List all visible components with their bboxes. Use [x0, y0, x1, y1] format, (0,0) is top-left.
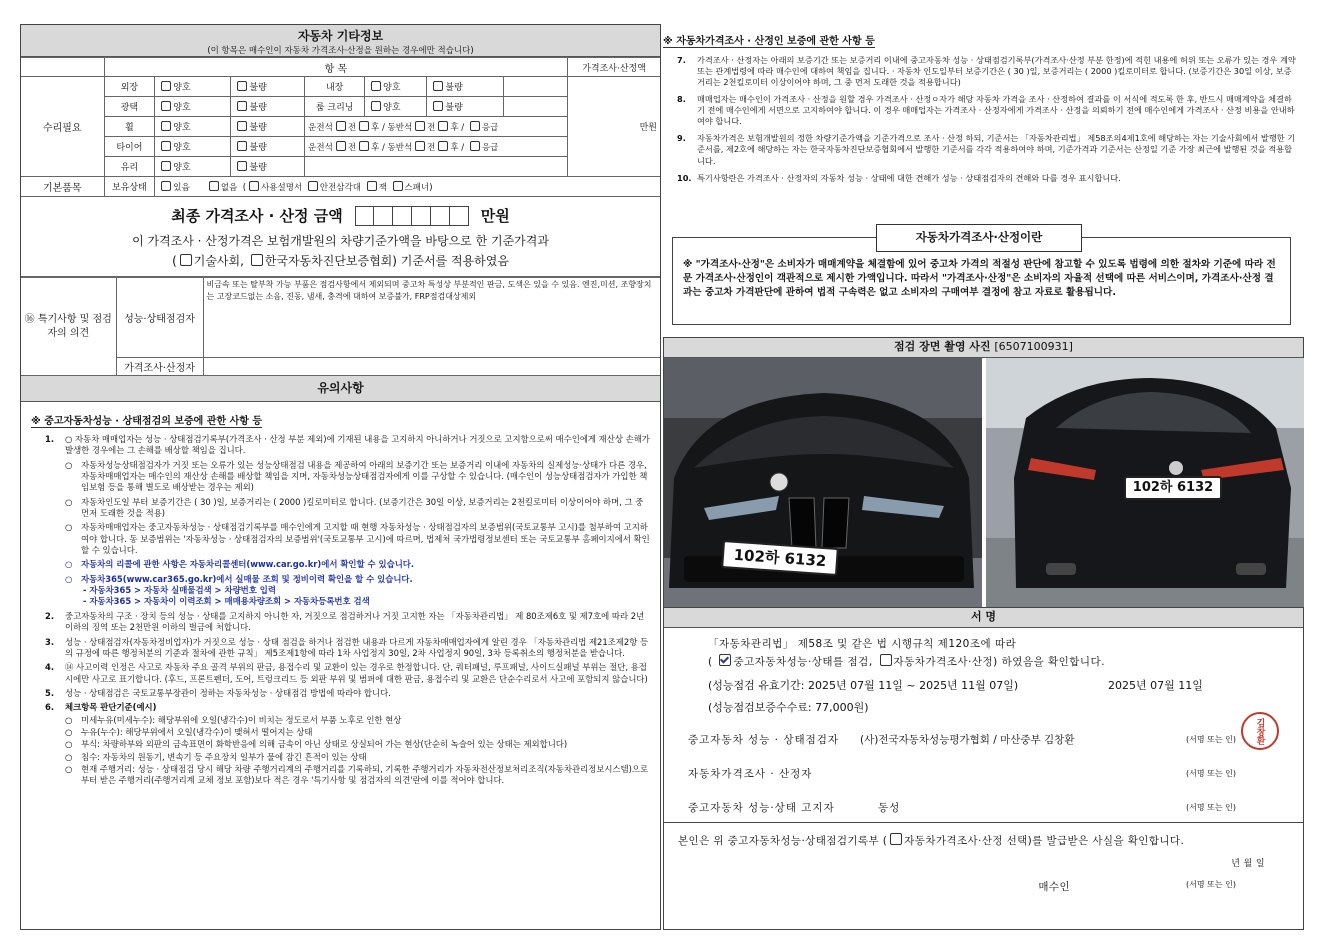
note-car365: 자동차365(www.car365.go.kr)에서 실매물 조회 및 정비이력 확인을 할 수 있습니다.: [81, 573, 413, 584]
rear-plate: 102하 6132: [1124, 476, 1222, 500]
checkbox[interactable]: [367, 181, 377, 191]
checkbox[interactable]: [393, 181, 403, 191]
checkbox[interactable]: [470, 141, 480, 151]
note-10: 특기사항란은 가격조사 · 산정자의 자동차 성능 · 상태에 대한 견해가 성능 · 상태점검자의 견해와 다를 경우 표시합니다.: [697, 172, 1121, 183]
inspector-name: (사)전국자동차성능평가협회 / 마산중부 김창환: [860, 733, 1075, 746]
col-price-header: 가격조사·산정액: [568, 58, 660, 77]
signature-note: (서명 또는 인): [1186, 734, 1236, 744]
checkbox[interactable]: [415, 141, 425, 151]
validity-period: (성능점검 유효기간: 2025년 07월 11일 ~ 2025년 11월 07일): [708, 679, 1019, 692]
inspector-opinion-text: 비금속 또는 탈부착 가능 부품은 점검사항에서 제외되며 중고차 특성상 부분적인 판금, 도색은 있을 수 있음. 엔진,미션, 조향장치는 고장코드없는 소음, 진동, 냄새, 충격에 대하여 보증불가, FRP점검대상제외: [203, 278, 660, 358]
final-price-block: [21, 197, 660, 277]
definition-title: 자동차가격조사·산정이란: [876, 224, 1082, 252]
checkbox-inspection[interactable]: [719, 654, 731, 666]
criterion-1: 미세누유(미세누수): 해당부위에 오일(냉각수)이 비치는 정도로서 부품 노후로 인한 현상: [81, 714, 402, 725]
note-6: 체크항목 판단기준(예시): [65, 702, 157, 713]
checkbox[interactable]: [371, 81, 381, 91]
criterion-5: 현재 주행거리: 성능 · 상태점검 당시 해당 차량 주행거리계의 주행거리를 기록하되, 기록한 주행거리가 자동차전산정보처리조직(자동차관리정보시스템)으로부터 받은 주행거리(주행거리계 교체 정보 포함)보다 적은 경우 '특기사항 및 점검자의 의견'란에 이를 적어야 합니다.: [81, 763, 649, 786]
note-2: 중고자동차의 구조 · 장치 등의 성능 · 상태를 고지하지 아니한 자, 거짓으로 점검하거나 거짓 고지한 자는 「자동차관리법」 제 80조제6호 및 제7호에 따라 2년 이하의 징역 또는 2천만원 이하의 벌금에 처합니다.: [65, 610, 645, 633]
signature-note: (서명 또는 인): [1186, 880, 1236, 889]
sign-date: 2025년 07월 11일: [1108, 679, 1203, 692]
possession-status: 보유상태: [104, 177, 155, 197]
warranty-title: ※ 중고자동차성능 · 상태점검의 보증에 관한 사항 등: [31, 416, 263, 427]
note-recall: 자동차의 리콜에 관한 사항은 자동차리콜센터(www.car.go.kr)에서 확인할 수 있습니다.: [81, 559, 415, 570]
official-seal: 김창환: [1241, 712, 1279, 750]
signers: [664, 715, 1303, 823]
note-3: 성능 · 상태점검자(자동차정비업자)가 거짓으로 성능 · 상태 점검을 하거나 점검한 내용과 다르게 자동차매매업자에게 알린 경우 「자동차관리법 제21조제2항 등의 규정에 따른 행정처분의 기준과 절차에 관한 규칙」 제5조제1항에 따라 1차 사업정지 30일, 2차 사업정지 90일, 3차 등록취소의 행정처분을 받습니다.: [65, 636, 649, 658]
front-plate: 102하 6132: [721, 540, 839, 576]
section-subtitle: (이 항목은 매수인이 자동차 가격조사·산정을 원하는 경우에만 적습니다): [207, 46, 474, 56]
sign-body: 「자동차관리법」 제58조 및 같은 법 시행규칙 제120조에 따라 ( 중고자동차성능·상태를 점검, 자동차가격조사·산정) 하였음을 확인합니다. (성능점검 유효기간: 2025년 07월 11일 ~ 2025년 11월 07일) 2025년 07월 11일 (성능점검보증수수료: 77,000원): [664, 628, 1303, 715]
checkbox[interactable]: [237, 141, 247, 151]
row-tire: 타이어: [104, 137, 155, 157]
basis-line-1: 이 가격조사 · 산정가격은 보험개발원의 차량기준가액을 바탕으로 한 기준가격과: [132, 234, 549, 248]
notifier-label: 중고자동차 성능·상태 고지자: [688, 801, 835, 814]
checkbox[interactable]: [415, 121, 425, 131]
note-8: 매매업자는 매수인이 가격조사 · 산정을 원할 경우 가격조사 · 산정ㅇ자가 해당 자동차 가격을 조사 · 산정하여 결과를 이 서식에 적도록 한 후, 반드시 매매계약을 체결하기 전에 매수인에게 서면으로 고지하여야 합니다. 이 경우 매매업자는 가격조사 · 산정자에게 가격조사 · 산정을 의뢰하기 전에 매수인에게 가격조사 · 산정 비용을 안내하여야 합니다.: [697, 94, 1295, 127]
row-wheel: 휠: [104, 117, 155, 137]
appraiser-label: 자동차가격조사 · 산정자: [688, 767, 813, 780]
signature-note: (서명 또는 인): [1186, 802, 1236, 812]
final-price-boxes[interactable]: [355, 206, 469, 226]
note-1-4: 자동차매매업자는 중고자동차성능 · 상태점검기록부를 매수인에게 고지할 때 현행 자동차성능 · 상태점검자의 보증범위(국토교통부 고시)를 첨부하여 고지하여야 합니다. 동 보증범위는 '자동차성능 · 상태점검자의 보증범위'(국토교통부 고시)에 따르며, 법제처 국가법령정보센터 또는 국토교통부 홈페이지에서 확인할 수 있습니다.: [81, 522, 650, 556]
row-room-clean: 룸 크리닝: [305, 97, 365, 117]
checkbox[interactable]: [161, 141, 171, 151]
note-1-2: 자동차성능상태점검자가 거짓 또는 오류가 있는 성능상태점검 내용을 제공하여 아래의 보증기간 또는 보증거리 이내에 자동차의 실제성능·상태가 다른 경우, 자동차매매업자는 매수인의 재산상 손해를 배상할 책임을 지며, 자동차성능상태점검자에게 이를 구상할 수 있습니다. (매수인이 성능상태점검자가 가입한 책임보험 등을 통해 별도로 배상받는 경우는 제외): [81, 459, 648, 493]
left-column: [20, 24, 661, 930]
criterion-3: 부식: 차량하부와 외판의 금속표면이 화학반응에 의해 금속이 아닌 상태로 상실되어 가는 현상(단순히 녹슬어 있는 상태는 제외합니다): [81, 739, 568, 750]
basic-items-label: 기본품목: [21, 177, 104, 197]
receipt-block: [664, 822, 1303, 894]
checkbox[interactable]: [359, 121, 369, 131]
note-car365-b: - 자동차365 > 자동차이 이력조회 > 매매용차량조회 > 자동차등록번호 검색: [83, 596, 370, 607]
checkbox[interactable]: [359, 141, 369, 151]
basis-line-2: ( 기술사회, 한국자동차진단보증협회) 기준서를 적용하였음: [172, 254, 509, 268]
definition-text: ※ "가격조사·산정"은 소비자가 매매계약을 체결함에 있어 중고차 가격의 적절성 판단에 참고할 수 있도록 법령에 의한 절차와 기준에 따라 전문 가격조사·산정인이 객관적으로 제시한 가액입니다. 따라서 "가격조사·산정"은 소비자의 자율적 선택에 따른 서비스이며, 가격조사·산정 결과는 중고차 가격판단에 관하여 법적 구속력은 없고 소비자의 구매여부 결정에 참고 자료로 활용됩니다.: [672, 237, 1291, 325]
row-gloss: 광택: [104, 97, 155, 117]
final-price-unit: 만원: [480, 207, 510, 225]
other-info-header: [21, 25, 660, 57]
row-exterior: 외장: [104, 77, 155, 97]
checkbox-kaa[interactable]: [251, 254, 263, 266]
note-1-1: 자동차 매매업자는 성능 · 상태점검기록부(가격조사 · 산정 부분 제외)에 기재된 내용을 고지하지 아니하거나 거짓으로 고지함으로써 매수인에게 재산상 손해가 발생한 경우에는 그 손해를 배상할 책임을 집니다.: [65, 434, 650, 456]
other-info-table: 항 목 가격조사·산정액 수리필요 외장 양호 불량 내장 양호 불량 만원 광택 양호 불량 룸 크리닝 양호 불량 휠 양호 불량 운전석 전 후 / 동반석 전 후 / 응급 타이어 양호 불량 운전석 전 후 / 동반석 전 후 / 응급 유리 양호 불량 기본품목 보유상태 있음 없음 ( 사용설명서 안전삼각대 잭 스패너): [21, 57, 660, 197]
row-interior: 내장: [305, 77, 365, 97]
checkbox-receipt-appraisal[interactable]: [890, 833, 902, 845]
inspector-opinion-label: 성능·상태점검자: [116, 278, 203, 358]
checkbox[interactable]: [237, 101, 247, 111]
checkbox[interactable]: [161, 121, 171, 131]
note-4: ⑭ 사고이력 인정은 사고로 자동차 주요 골격 부위의 판금, 용접수리 및 교환이 있는 경우로 한정합니다. 단, 쿼터패널, 루프패널, 사이드실패널 부위는 절단, 용접 시에만 사고로 표기합니다. (후드, 프론트펜더, 도어, 트렁크리드 등 외판 부위 및 범퍼에 대한 판금, 용접수리 및 교환은 단순수리로서 사고에 포함되지 않습니다): [65, 662, 648, 684]
checkbox[interactable]: [336, 121, 346, 131]
checkbox[interactable]: [237, 81, 247, 91]
checkbox[interactable]: [433, 101, 443, 111]
note-5: 성능 · 상태점검은 국토교통부장관이 정하는 자동차성능 · 상태점검 방법에 따라야 합니다.: [65, 687, 391, 698]
receipt-line-b: 자동차가격조사·산정 선택)를 발급받은 사실을 확인합니다.: [904, 835, 1185, 847]
notice-body: ※ 중고자동차성능 · 상태점검의 보증에 관한 사항 등 1. ○ 자동차 매매업자는 성능 · 상태점검기록부(가격조사 · 산정 부분 제외)에 기재된 내용을 고지하지 아니하거나 거짓으로 고지함으로써 매수인에게 재산상 손해가 발생한 경우에는 그 손해를 배상할 책임을 집니다. ○ 자동차성능상태점검자가 거짓 또는 오류가 있는 성능상태점검 내용을 제공하여 아래의 보증기간 또는 보증거리 이내에 자동차의 실제성능·상태가 다른 경우, 자동차매매업자는 매수인의 재산상 손해를 배상할 책임을 지며, 자동차성능상태점검자에게 이를 구상할 수 있습니다. (매수인이 성능상태점검자가 가입한 책임보험 등을 통해 별도로 배상받는 경우는 제외) ○ 자동차인도일 부터 보증기간은 ( 30 )일, 보증거리는 ( 2000 )킬로미터로 합니다. (보증기간은 30일 이상, 보증거리는 2천킬로미터 이상이어야 하며, 그 중 먼저 도래한 것을 적용) ○ 자동차매매업자는 중고자동차성능 · 상태점검기록부를 매수인에게 고지할 때 현행 자동차성능 · 상태점검자의 보증범위(국토교통부 고시)를 첨부하여 고지하여야 합니다. 동 보증범위는 '자동차성능 · 상태점검자의 보증범위'(국토교통부 고시)에 따르며, 법제처 국가법령정보센터 또는 국토교통부 홈페이지에서 확인할 수 있습니다. ○ 자동차의 리콜에 관한 사항은 자동차리콜센터(www.car.go.kr)에서 확인할 수 있습니다. ○ 자동차365(www.car365.go.kr)에서 실매물 조회 및 정비이력 확인을 할 수 있습니다. - 자동차365 > 자동차 실매물검색 > 차량번호 입력 - 자동차365 > 자동차이 이력조회 > 매매용차량조회 > 자동차등록번호 검색 2. 중고자동차의 구조 · 장치 등의 성능 · 상태를 고지하지 아니한 자, 거짓으로 점검하거나 거짓 고지한 자는 「자동차관리법」 제 80조제6호 및 제7호에 따라 2년 이하의 징역 또는 2천만원 이하의 벌금에 처합니다. 3. 성능 · 상태점검자(자동차정비업자)가 거짓으로 성능 · 상태 점검을 하거나 점검한 내용과 다르게 자동차매매업자에게 알린 경우 「자동차관리법 제21조제2항 등의 규정에 따른 행정처분의 기준과 절차에 관한 규칙」 제5조제1항에 따라 1차 사업정지 30일, 2차 사업정지 90일, 3차 등록취소의 행정처분을 받습니다. 4. ⑭ 사고이력 인정은 사고로 자동차 주요 골격 부위의 판금, 용접수리 및 교환이 있는 경우로 한정합니다. 단, 쿼터패널, 루프패널, 사이드실패널 부위는 절단, 용접 시에만 사고로 표기합니다. (후드, 프론트펜더, 도어, 트렁크리드 등 외판 부위 및 범퍼에 대한 판금, 용접수리 및 교환은 단순수리로서 사고에 포함되지 않습니다) 5. 성능 · 상태점검은 국토교통부장관이 정하는 자동차성능 · 상태점검 방법에 따라야 합니다. 6. 체크항목 판단기준(예시) ○ 미세누유(미세누수): 해당부위에 오일(냉각수)이 비치는 정도로서 부품 노후로 인한 현상 ○ 누유(누수): 해당부위에서 오일(냉각수)이 맺혀서 떨어지는 상태 ○ 부식: 차량하부와 외판의 금속표면이 화학반응에 의해 금속이 아닌 상태로 상실되어 가는 현상(단순히 녹슬어 있는 상태는 제외합니다) ○ 침수: 자동차의 원동기, 변속기 등 주요장치 일부가 물에 잠긴 흔적이 있는 상태 ○ 현재 주행거리: 성능 · 상태점검 당시 해당 차량 주행거리계의 주행거리를 기록하되, 기록한 주행거리가 자동차전산정보처리조직(자동차관리정보시스템)으로부터 받은 주행거리(주행거리계 교체 정보 포함)보다 적은 경우 '특기사항 및 점검자의 의견'란에 이를 적어야 합니다.: [21, 402, 660, 787]
final-price-label: 최종 가격조사 · 산정 금액: [171, 207, 343, 225]
col-item-header: 항 목: [104, 58, 568, 77]
law-line: 「자동차관리법」 제58조 및 같은 법 시행규칙 제120조에 따라: [708, 638, 1017, 650]
note-1-3: 자동차인도일 부터 보증기간은 ( 30 )일, 보증거리는 ( 2000 )킬로미터로 합니다. (보증기간은 30일 이상, 보증거리는 2천킬로미터 이상이어야 하며, 그 중 먼저 도래한 것을 적용): [81, 496, 644, 519]
signature-header: 서 명: [664, 608, 1303, 628]
inspector-label: 중고자동차 성능 · 상태점검자: [688, 733, 840, 746]
signature-note: (서명 또는 인): [1186, 768, 1236, 778]
front-photo: [664, 358, 982, 608]
appraiser-opinion-label: 가격조사·산정자: [116, 358, 203, 376]
won-unit: 만원: [568, 77, 660, 177]
buyer-label: 매수인: [1038, 881, 1070, 893]
checkbox-appraisal[interactable]: [880, 654, 892, 666]
checkbox[interactable]: [433, 81, 443, 91]
notifier-name: 동성: [878, 801, 901, 814]
checkbox[interactable]: [237, 161, 247, 171]
checkbox[interactable]: [161, 161, 171, 171]
warranty-fee: (성능점검보증수수료: 77,000원): [708, 701, 869, 714]
criterion-2: 누유(누수): 해당부위에서 오일(냉각수)이 맺혀서 떨어지는 상태: [81, 726, 313, 737]
receipt-date: 년 월 일: [1231, 859, 1265, 869]
checkbox[interactable]: [161, 101, 171, 111]
photo-header: [664, 338, 1303, 358]
special-notes-table: [21, 277, 660, 376]
checkbox[interactable]: [249, 181, 259, 191]
checkbox[interactable]: [308, 181, 318, 191]
note-7: 가격조사 · 산정자는 아래의 보증기간 또는 보증거리 이내에 중고자동차 성능 · 상태점검기록부(가격조사·산정 부분 한정)에 적힌 내용에 허위 또는 오류가 있는 경우 계약 또는 관계법령에 따라 매수인에 대하여 책임을 집니다. · 자동차 인도일부터 보증기간은 ( 30 )일, 보증거리는 ( 2000 )킬로미터로 합니다. (보증기간은 30일 이상, 보증거리는 2천킬로미터 이상이어야 하며, 그 중 먼저 도래한 것을 적용합니다): [697, 55, 1296, 88]
checkbox[interactable]: [209, 181, 219, 191]
checkbox[interactable]: [161, 81, 171, 91]
photo-title: 점검 장면 촬영 사진: [894, 340, 991, 353]
repair-needed-label: 수리필요: [21, 77, 104, 177]
checkbox[interactable]: [438, 141, 448, 151]
rear-photo: [986, 358, 1304, 608]
receipt-line: 본인은 위 중고자동차성능·상태점검기록부 (: [678, 835, 888, 847]
photo-code: [6507100931]: [994, 340, 1073, 353]
note-car365-a: - 자동차365 > 자동차 실매물검색 > 차량번호 입력: [83, 585, 276, 596]
price-warranty-section: ※ 자동차가격조사 · 산정인 보증에 관한 사항 등 7. 가격조사 · 산정자는 아래의 보증기간 또는 보증거리 이내에 중고자동차 성능 · 상태점검기록부(가격조사·산정 부분 한정)에 적힌 내용에 허위 또는 오류가 있는 경우 계약 또는 관계법령에 따라 매수인에 대하여 책임을 집니다. · 자동차 인도일부터 보증기간은 ( 30 )일, 보증거리는 ( 2000 )킬로미터로 합니다. (보증기간은 30일 이상, 보증거리는 2천킬로미터 이상이어야 하며, 그 중 먼저 도래한 것을 적용합니다) 8. 매매업자는 매수인이 가격조사 · 산정을 원할 경우 가격조사 · 산정ㅇ자가 해당 자동차 가격을 조사 · 산정하여 결과를 이 서식에 적도록 한 후, 반드시 매매계약을 체결하기 전에 매수인에게 서면으로 고지하여야 합니다. 이 경우 매매업자는 가격조사 · 산정자에게 가격조사 · 산정을 의뢰하기 전에 매수인에게 가격조사 · 산정 비용을 안내하여야 합니다. 9. 자동차가격은 보험개발원의 정한 차량기준가액을 기준가격으로 조사 · 산정 하되, 기준서는 「자동차관리법」 제58조의4제1호에 해당하는 자는 기술사회에서 발행한 기준서를, 제2호에 해당하는 자는 한국자동차진단보증협회에서 발행한 기준서를 각각 적용하여야 하며, 기준가격과 기준서는 산정일 기준 가장 최근에 발행된 것을 적용합니다. 10. 특기사항란은 가격조사 · 산정자의 자동차 성능 · 상태에 대한 견해가 성능 · 상태점검자의 견해와 다를 경우 표시합니다.: [663, 36, 1296, 183]
price-warranty-title: ※ 자동차가격조사 · 산정인 보증에 관한 사항 등: [663, 36, 875, 47]
notice-header: 유의사항: [21, 376, 660, 402]
row-glass: 유리: [104, 157, 155, 177]
checkbox[interactable]: [470, 121, 480, 131]
checkbox[interactable]: [336, 141, 346, 151]
checkbox[interactable]: [438, 121, 448, 131]
signature-section: [663, 607, 1304, 930]
note-9: 자동차가격은 보험개발원의 정한 차량기준가액을 기준가격으로 조사 · 산정 하되, 기준서는 「자동차관리법」 제58조의4제1호에 해당하는 자는 기술사회에서 발행한 기준서를, 제2호에 해당하는 자는 한국자동차진단보증협회에서 발행한 기준서를 각각 적용하여야 하며, 기준가격과 기준서는 산정일 기준 가장 최근에 발행된 것을 적용합니다.: [697, 133, 1296, 166]
section-title: 자동차 기타정보: [297, 29, 384, 43]
criterion-4: 침수: 자동차의 원동기, 변속기 등 주요장치 일부가 물에 잠긴 흔적이 있는 상태: [81, 751, 367, 762]
special-notes-label: ⑯ 특기사항 및 점검자의 의견: [21, 278, 116, 376]
checkbox[interactable]: [371, 101, 381, 111]
checkbox[interactable]: [161, 181, 171, 191]
checkbox-tech[interactable]: [180, 254, 192, 266]
photo-section: [663, 337, 1304, 608]
checkbox[interactable]: [237, 121, 247, 131]
